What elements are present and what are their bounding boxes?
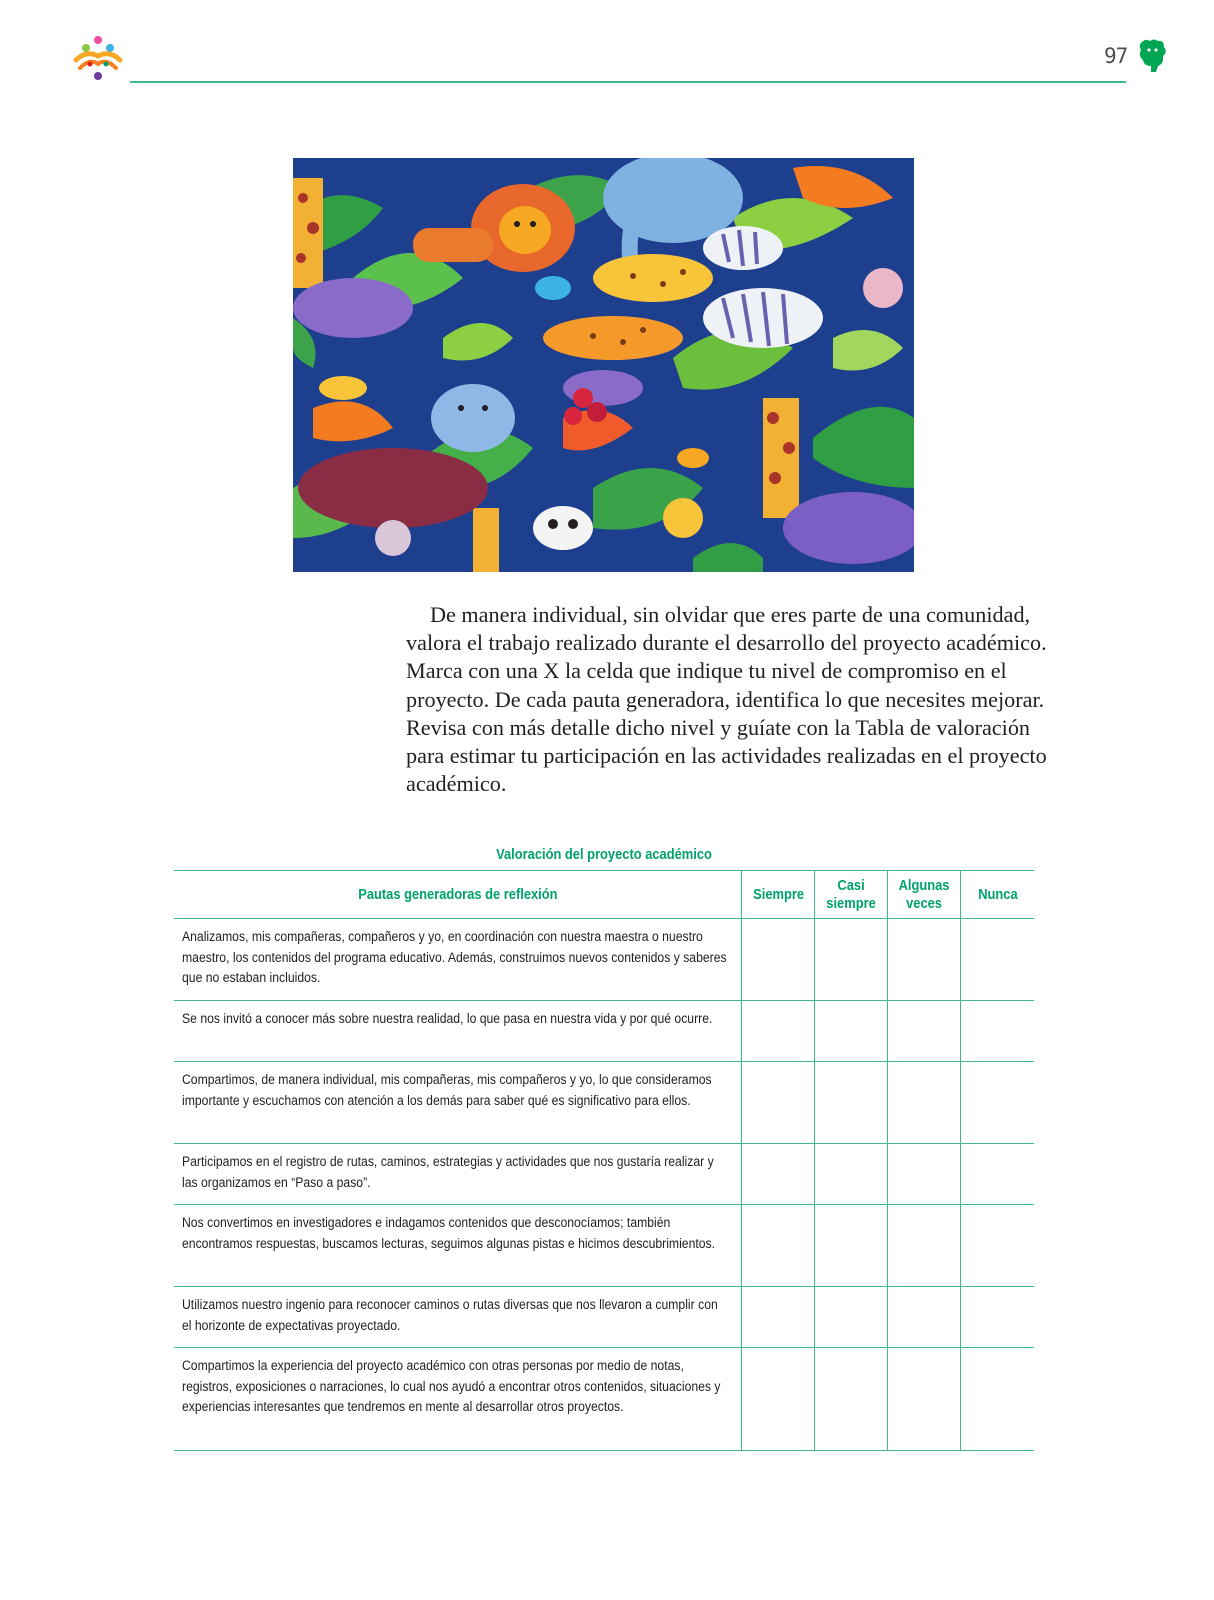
header-rule	[130, 81, 1126, 83]
table-row	[174, 1001, 1034, 1062]
checkbox-cell-casi-siempre[interactable]	[815, 1287, 888, 1348]
checkbox-cell-algunas-veces[interactable]	[888, 1205, 961, 1287]
table-caption: Valoración del proyecto académico	[496, 846, 712, 863]
prompt-cell: Utilizamos nuestro ingenio para reconocer caminos o rutas diversas que nos llevaron a cumplir con el horizonte de expectativas proyectado.	[174, 1287, 742, 1348]
checkbox-cell-casi-siempre[interactable]	[815, 919, 888, 1001]
checkbox-cell-casi-siempre[interactable]	[815, 1205, 888, 1287]
instructions-paragraph: De manera individual, sin olvidar que eres parte de una comunidad, valora el trabajo realizado durante el desarrollo del proyecto académico. Marca con una X la celda que indique tu nivel de compromiso en el proyecto. De cada pauta generadora, identifica lo que necesites mejorar. Revisa con más detalle dicho nivel y guíate con la Tabla de valoración para estimar tu participación en las actividades realizadas en el proyecto académico.	[406, 602, 1047, 797]
prompt-cell: Se nos invitó a conocer más sobre nuestra realidad, lo que pasa en nuestra vida y por qué ocurre.	[174, 1001, 742, 1062]
column-header-casi-siempre: Casi siempre	[815, 871, 888, 919]
checkbox-cell-algunas-veces[interactable]	[888, 1062, 961, 1144]
prompt-cell: Compartimos, de manera individual, mis compañeras, mis compañeros y yo, lo que consideramos importante y escuchamos con atención a los demás para saber qué es significativo para ellos.	[174, 1062, 742, 1144]
prompt-cell: Analizamos, mis compañeras, compañeros y yo, en coordinación con nuestra maestra o nuestro maestro, los contenidos del programa educativo. Además, construimos nuevos contenidos y saberes que no estaban incluidos.	[174, 919, 742, 1001]
checkbox-cell-algunas-veces[interactable]	[888, 1348, 961, 1451]
checkbox-cell-nunca[interactable]	[961, 1205, 1034, 1287]
prompt-cell: Compartimos la experiencia del proyecto académico con otras personas por medio de notas, registros, exposiciones o narraciones, lo cual nos ayudó a encontrar otros contenidos, situaciones y experiencias interesantes que tendremos en mente al desarrollar otros proyectos.	[174, 1348, 742, 1451]
page-number: 97	[1104, 44, 1128, 68]
checkbox-cell-algunas-veces[interactable]	[888, 1001, 961, 1062]
table-row	[174, 1144, 1034, 1205]
checkbox-cell-siempre[interactable]	[742, 1144, 815, 1205]
column-header-algunas-veces: Algunas veces	[888, 871, 961, 919]
checkbox-cell-siempre[interactable]	[742, 1062, 815, 1144]
book-logo-icon	[72, 34, 124, 84]
prompt-cell: Nos convertimos en investigadores e indagamos contenidos que desconocíamos; también encontramos respuestas, buscamos lecturas, seguimos algunas pistas e hicimos descubrimientos.	[174, 1205, 742, 1287]
checkbox-cell-siempre[interactable]	[742, 919, 815, 1001]
checkbox-cell-nunca[interactable]	[961, 1062, 1034, 1144]
checkbox-cell-casi-siempre[interactable]	[815, 1144, 888, 1205]
checkbox-cell-algunas-veces[interactable]	[888, 919, 961, 1001]
checkbox-cell-casi-siempre[interactable]	[815, 1001, 888, 1062]
column-header-siempre: Siempre	[742, 871, 815, 919]
table-header-row	[174, 871, 1034, 919]
checkbox-cell-siempre[interactable]	[742, 1287, 815, 1348]
checkbox-cell-nunca[interactable]	[961, 1144, 1034, 1205]
jungle-animals-illustration	[293, 158, 914, 572]
checkbox-cell-nunca[interactable]	[961, 919, 1034, 1001]
checkbox-cell-siempre[interactable]	[742, 1001, 815, 1062]
prompt-cell: Participamos en el registro de rutas, caminos, estrategias y actividades que nos gustaría realizar y las organizamos en “Paso a paso”.	[174, 1144, 742, 1205]
table-row	[174, 1287, 1034, 1348]
table-row	[174, 1062, 1034, 1144]
checkbox-cell-algunas-veces[interactable]	[888, 1287, 961, 1348]
column-header-prompts: Pautas generadoras de reflexión	[174, 871, 742, 919]
checkbox-cell-nunca[interactable]	[961, 1001, 1034, 1062]
checkbox-cell-siempre[interactable]	[742, 1348, 815, 1451]
table-row	[174, 919, 1034, 1001]
table-row	[174, 1205, 1034, 1287]
column-header-nunca: Nunca	[961, 871, 1034, 919]
checkbox-cell-algunas-veces[interactable]	[888, 1144, 961, 1205]
assessment-table	[174, 870, 1034, 1451]
table-row	[174, 1348, 1034, 1451]
checkbox-cell-casi-siempre[interactable]	[815, 1348, 888, 1451]
checkbox-cell-nunca[interactable]	[961, 1287, 1034, 1348]
checkbox-cell-siempre[interactable]	[742, 1205, 815, 1287]
mascot-icon	[1136, 38, 1168, 74]
checkbox-cell-casi-siempre[interactable]	[815, 1062, 888, 1144]
checkbox-cell-nunca[interactable]	[961, 1348, 1034, 1451]
